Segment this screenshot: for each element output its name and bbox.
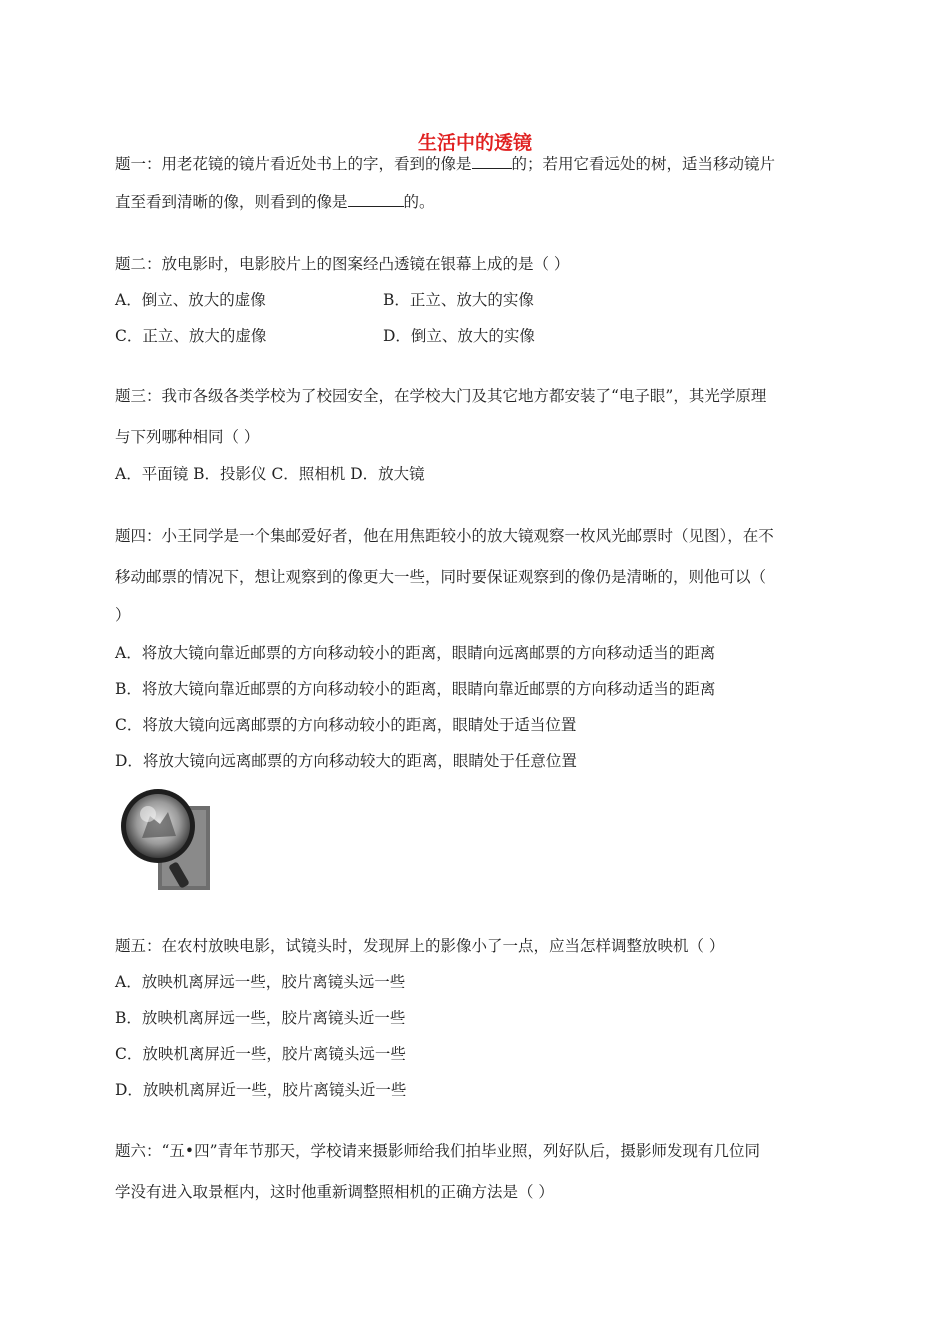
question-1-text-a: 题一：用老花镜的镜片看近处书上的字，看到的像是	[115, 155, 472, 173]
question-2-option-c: C．正立、放大的虚像	[115, 327, 267, 345]
magnifier-stamp-figure	[116, 786, 212, 892]
question-6-stem-1: 题六：“五•四”青年节那天，学校请来摄影师给我们拍毕业照，列好队后，摄影师发现有几位同	[115, 1142, 760, 1160]
question-6-stem-2: 学没有进入取景框内，这时他重新调整照相机的正确方法是（ ）	[115, 1183, 554, 1201]
question-4-option-a: A．将放大镜向靠近邮票的方向移动较小的距离，眼睛向远离邮票的方向移动适当的距离	[115, 644, 716, 662]
question-2-option-d: D．倒立、放大的实像	[383, 327, 535, 345]
answer-blank	[348, 191, 404, 207]
question-4-option-b: B．将放大镜向靠近邮票的方向移动较小的距离，眼睛向靠近邮票的方向移动适当的距离	[115, 680, 716, 698]
answer-blank	[472, 153, 512, 169]
question-4-stem-3: ）	[115, 606, 131, 624]
question-2-option-b: B．正立、放大的实像	[383, 291, 534, 309]
question-5-option-d: D．放映机离屏近一些，胶片离镜头近一些	[115, 1081, 407, 1099]
question-3-options: A．平面镜 B．投影仪 C．照相机 D．放大镜	[115, 465, 425, 483]
document-title: 生活中的透镜	[417, 132, 532, 154]
question-1-text-b: 的；若用它看远处的树，适当移动镜片	[511, 155, 776, 173]
question-3-stem-1: 题三：我市各级各类学校为了校园安全，在学校大门及其它地方都安装了“电子眼”，其光学原理	[115, 387, 767, 405]
question-1-text-c: 直至看到清晰的像，则看到的像是	[115, 193, 348, 211]
question-1-text-d: 的。	[403, 193, 435, 211]
question-2-option-a: A．倒立、放大的虚像	[115, 291, 266, 309]
question-2-stem: 题二：放电影时，电影胶片上的图案经凸透镜在银幕上成的是（ ）	[115, 255, 570, 273]
question-4-stem-1: 题四：小王同学是一个集邮爱好者，他在用焦距较小的放大镜观察一枚风光邮票时（见图），在不	[115, 527, 774, 545]
question-5-option-a: A．放映机离屏远一些，胶片离镜头远一些	[115, 973, 406, 991]
question-5-option-b: B．放映机离屏远一些，胶片离镜头近一些	[115, 1009, 406, 1027]
question-1-line-2	[115, 191, 435, 212]
question-5-stem: 题五：在农村放映电影，试镜头时，发现屏上的影像小了一点，应当怎样调整放映机（ ）	[115, 937, 725, 955]
question-4-option-d: D．将放大镜向远离邮票的方向移动较大的距离，眼睛处于任意位置	[115, 752, 577, 770]
question-4-stem-2: 移动邮票的情况下，想让观察到的像更大一些，同时要保证观察到的像仍是清晰的，则他可以（	[115, 568, 767, 586]
lens-highlight	[140, 806, 156, 822]
question-4-option-c: C．将放大镜向远离邮票的方向移动较小的距离，眼睛处于适当位置	[115, 716, 577, 734]
question-3-stem-2: 与下列哪种相同（ ）	[115, 428, 260, 446]
question-5-option-c: C．放映机离屏近一些，胶片离镜头远一些	[115, 1045, 406, 1063]
question-1-line-1	[115, 153, 775, 174]
